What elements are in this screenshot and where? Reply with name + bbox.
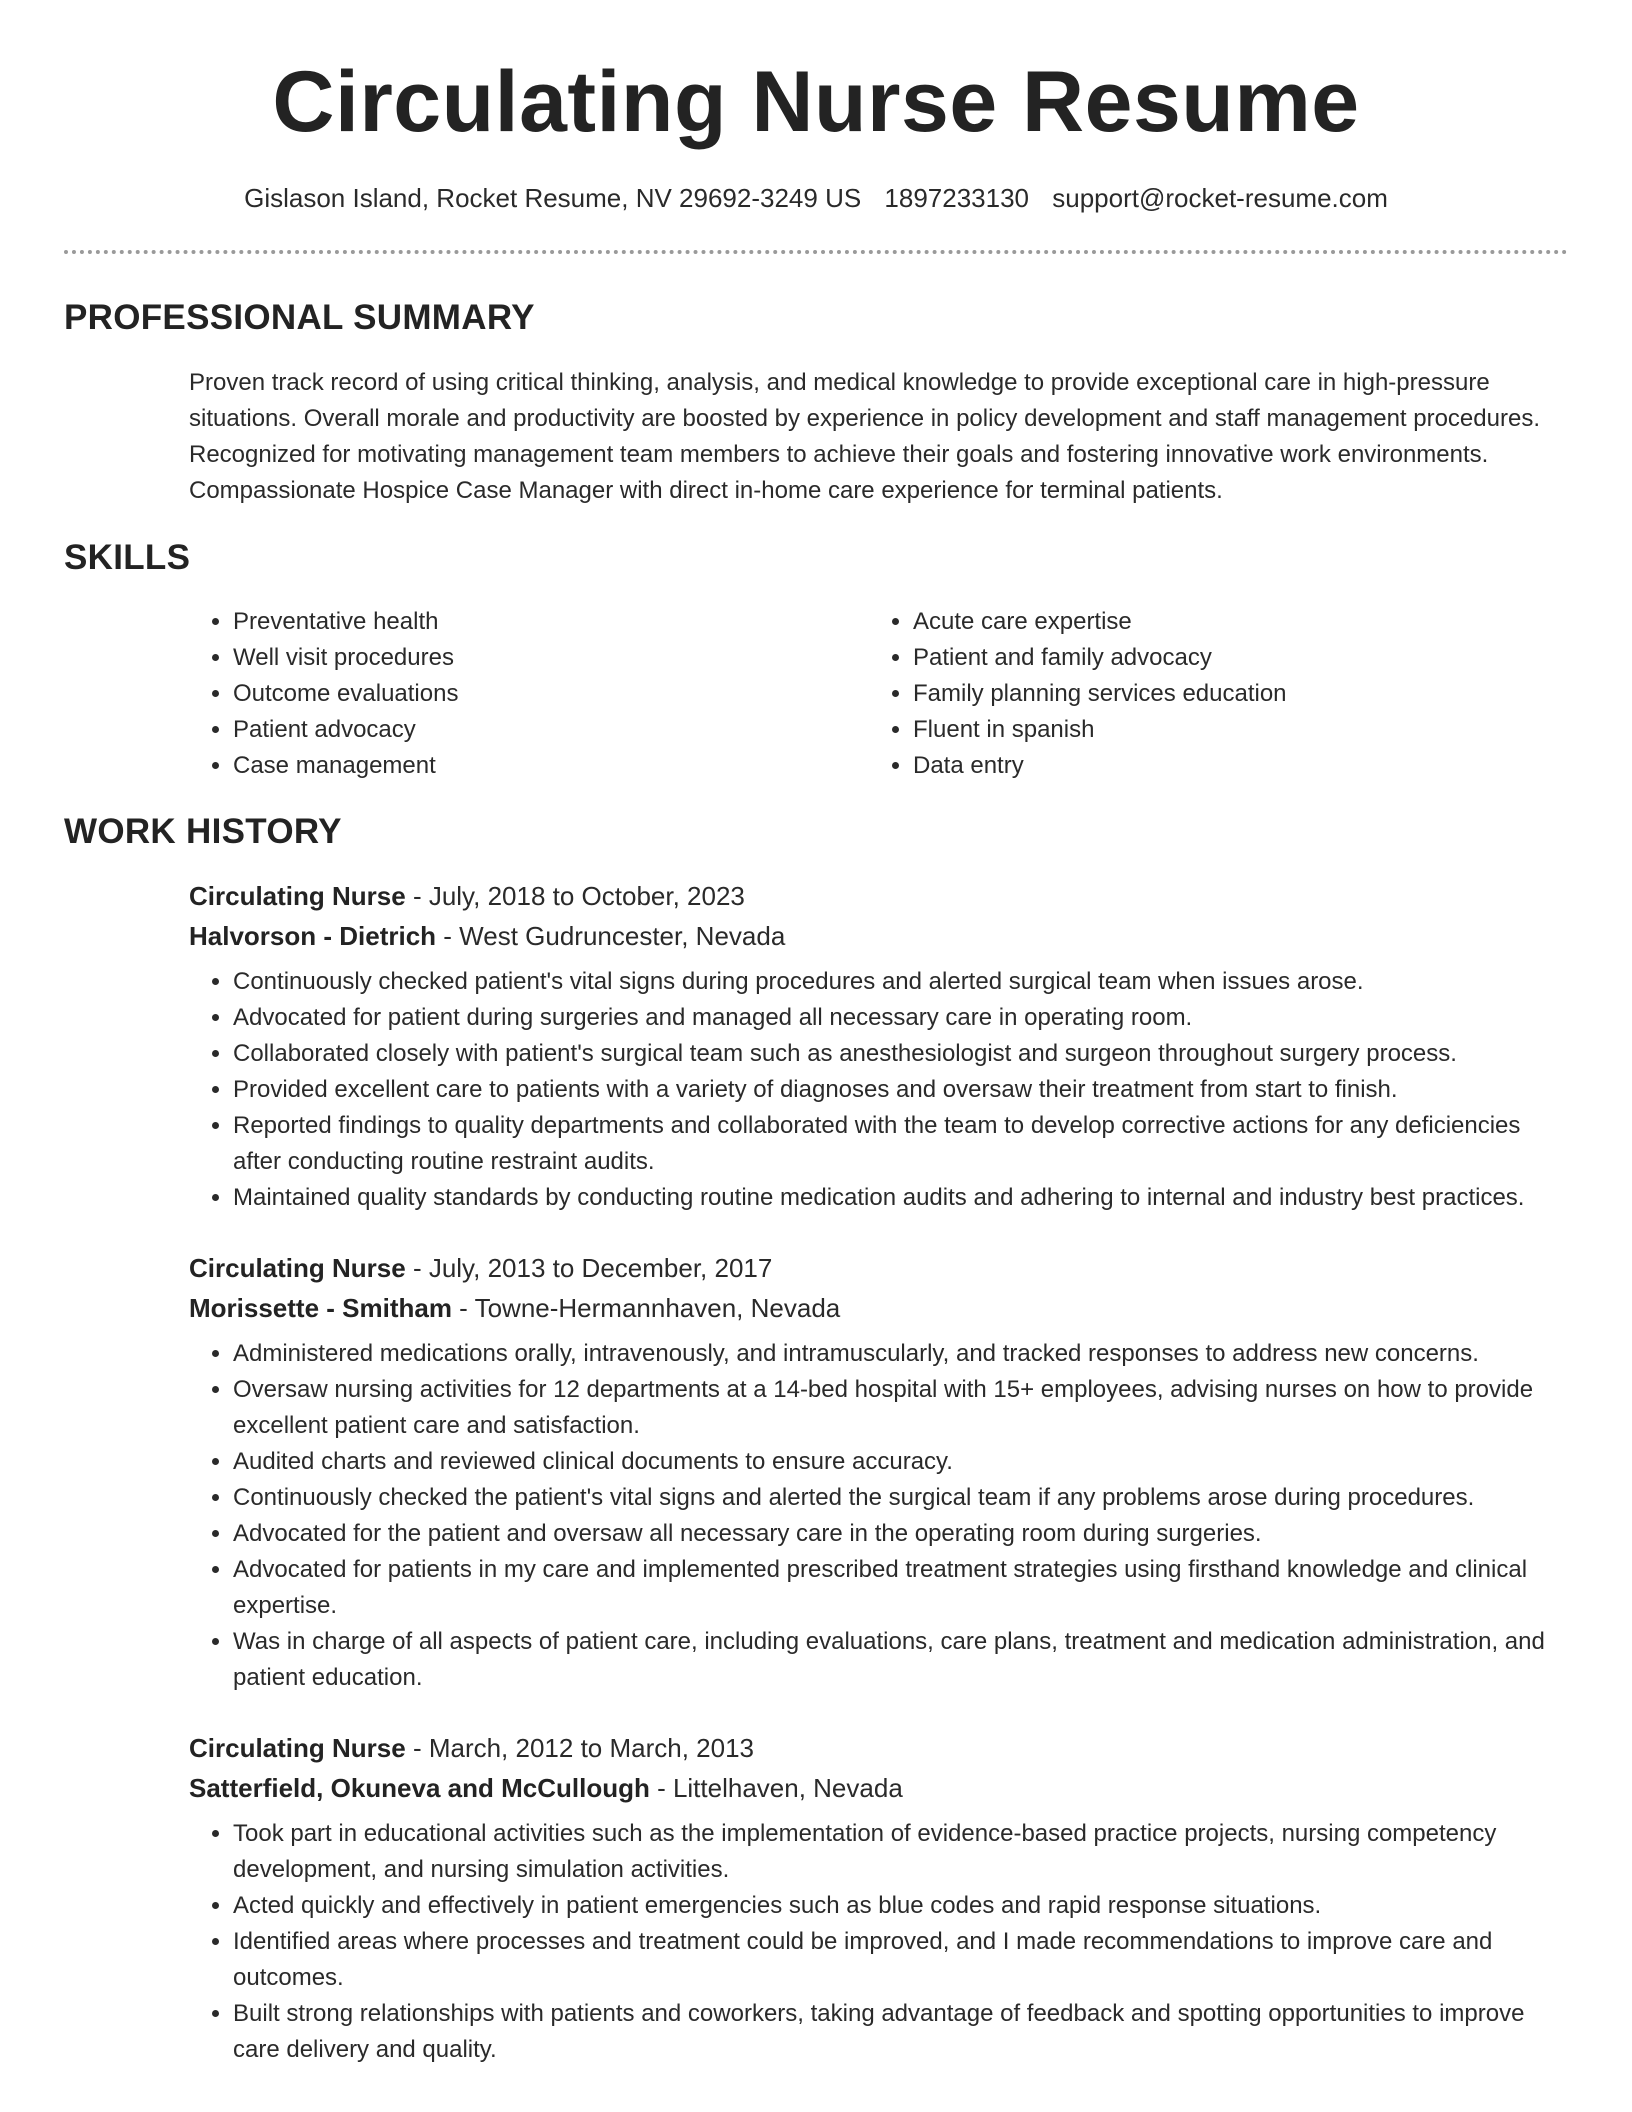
work-history-section: [189, 876, 1569, 2068]
skill-item: • Family planning services education: [913, 676, 1549, 712]
skill-item: • Patient and family advocacy: [913, 640, 1549, 676]
job-dates: - July, 2013 to December, 2017: [405, 1253, 773, 1283]
job-company-line: [189, 1288, 1569, 1328]
skills-list-right: [869, 604, 1549, 784]
job-bullet: • Was in charge of all aspects of patient care, including evaluations, care plans, treatment and medication administration, and patient education.: [233, 1624, 1569, 1696]
job-company-line: [189, 916, 1569, 956]
header-divider: [64, 250, 1568, 254]
section-heading-summary: PROFESSIONAL SUMMARY: [64, 298, 535, 337]
job-bullet-list: [189, 964, 1569, 1216]
job-bullet: • Administered medications orally, intravenously, and intramuscularly, and tracked responses to address new concerns.: [233, 1336, 1569, 1372]
skill-item: • Data entry: [913, 748, 1549, 784]
job-title-line: [189, 876, 1569, 916]
contact-address: Gislason Island, Rocket Resume, NV 29692-3249 US: [244, 183, 862, 213]
job-company: Halvorson - Dietrich: [189, 921, 437, 951]
job-company: Morissette - Smitham: [189, 1293, 452, 1323]
contact-info: [0, 180, 1632, 216]
job-bullet-list: [189, 1336, 1569, 1696]
skill-item: • Fluent in spanish: [913, 712, 1549, 748]
contact-email: support@rocket-resume.com: [1052, 183, 1388, 213]
skills-section: [189, 604, 1569, 784]
skill-item: • Outcome evaluations: [233, 676, 869, 712]
job-bullet: • Acted quickly and effectively in patient emergencies such as blue codes and rapid response situations.: [233, 1888, 1569, 1924]
job-entry: [189, 1728, 1569, 2068]
job-location: - West Gudruncester, Nevada: [436, 921, 786, 951]
summary-text: Proven track record of using critical thinking, analysis, and medical knowledge to provide exceptional care in high-pressure situations. Overall morale and productivity are boosted by experience in policy development and staff management procedures. Recognized for motivating management team members to achieve their goals and fostering innovative work environments. Compassionate Hospice Case Manager with direct in-home care experience for terminal patients.: [189, 369, 1540, 504]
skill-item: • Acute care expertise: [913, 604, 1549, 640]
job-title-line: [189, 1728, 1569, 1768]
job-bullet: • Oversaw nursing activities for 12 departments at a 14-bed hospital with 15+ employees, advising nurses on how to provide excellent patient care and satisfaction.: [233, 1372, 1569, 1444]
job-dates: - July, 2018 to October, 2023: [405, 881, 745, 911]
skills-grid: [189, 604, 1569, 784]
job-location: - Littelhaven, Nevada: [649, 1773, 903, 1803]
summary-section: [189, 365, 1569, 509]
skills-column-right: [869, 604, 1549, 784]
skill-item: • Preventative health: [233, 604, 869, 640]
job-title: Circulating Nurse: [189, 1733, 406, 1763]
page-title: Circulating Nurse Resume: [272, 54, 1360, 150]
job-entry: [189, 1248, 1569, 1696]
job-company: Satterfield, Okuneva and McCullough: [189, 1773, 650, 1803]
job-bullet-list: [189, 1816, 1569, 2068]
job-title-line: [189, 1248, 1569, 1288]
job-bullet: • Reported findings to quality departments and collaborated with the team to develop corrective actions for any deficiencies after conducting routine restraint audits.: [233, 1108, 1569, 1180]
job-bullet: • Identified areas where processes and treatment could be improved, and I made recommendations to improve care and outcomes.: [233, 1924, 1569, 1996]
section-heading-skills: SKILLS: [64, 538, 191, 577]
skill-item: • Well visit procedures: [233, 640, 869, 676]
job-bullet: • Audited charts and reviewed clinical documents to ensure accuracy.: [233, 1444, 1569, 1480]
skills-list-left: [189, 604, 869, 784]
job-bullet: • Provided excellent care to patients with a variety of diagnoses and oversaw their treatment from start to finish.: [233, 1072, 1569, 1108]
job-title: Circulating Nurse: [189, 1253, 406, 1283]
skills-column-left: [189, 604, 869, 784]
job-bullet: • Built strong relationships with patients and coworkers, taking advantage of feedback and spotting opportunities to improve care delivery and quality.: [233, 1996, 1569, 2068]
contact-phone: 1897233130: [884, 183, 1030, 213]
job-dates: - March, 2012 to March, 2013: [405, 1733, 755, 1763]
job-title: Circulating Nurse: [189, 881, 406, 911]
section-heading-work-history: WORK HISTORY: [64, 812, 342, 851]
skill-item: • Patient advocacy: [233, 712, 869, 748]
skill-item: • Case management: [233, 748, 869, 784]
job-bullet: • Advocated for patient during surgeries and managed all necessary care in operating room.: [233, 1000, 1569, 1036]
job-bullet: • Took part in educational activities such as the implementation of evidence-based practice projects, nursing competency development, and nursing simulation activities.: [233, 1816, 1569, 1888]
job-bullet: • Collaborated closely with patient's surgical team such as anesthesiologist and surgeon throughout surgery process.: [233, 1036, 1569, 1072]
job-bullet: • Maintained quality standards by conducting routine medication audits and adhering to internal and industry best practices.: [233, 1180, 1569, 1216]
job-bullet: • Advocated for the patient and oversaw all necessary care in the operating room during surgeries.: [233, 1516, 1569, 1552]
job-bullet: • Continuously checked patient's vital signs during procedures and alerted surgical team when issues arose.: [233, 964, 1569, 1000]
job-bullet: • Advocated for patients in my care and implemented prescribed treatment strategies using firsthand knowledge and clinical expertise.: [233, 1552, 1569, 1624]
job-location: - Towne-Hermannhaven, Nevada: [451, 1293, 841, 1323]
job-entry: [189, 876, 1569, 1216]
job-company-line: [189, 1768, 1569, 1808]
job-bullet: • Continuously checked the patient's vital signs and alerted the surgical team if any problems arose during procedures.: [233, 1480, 1569, 1516]
